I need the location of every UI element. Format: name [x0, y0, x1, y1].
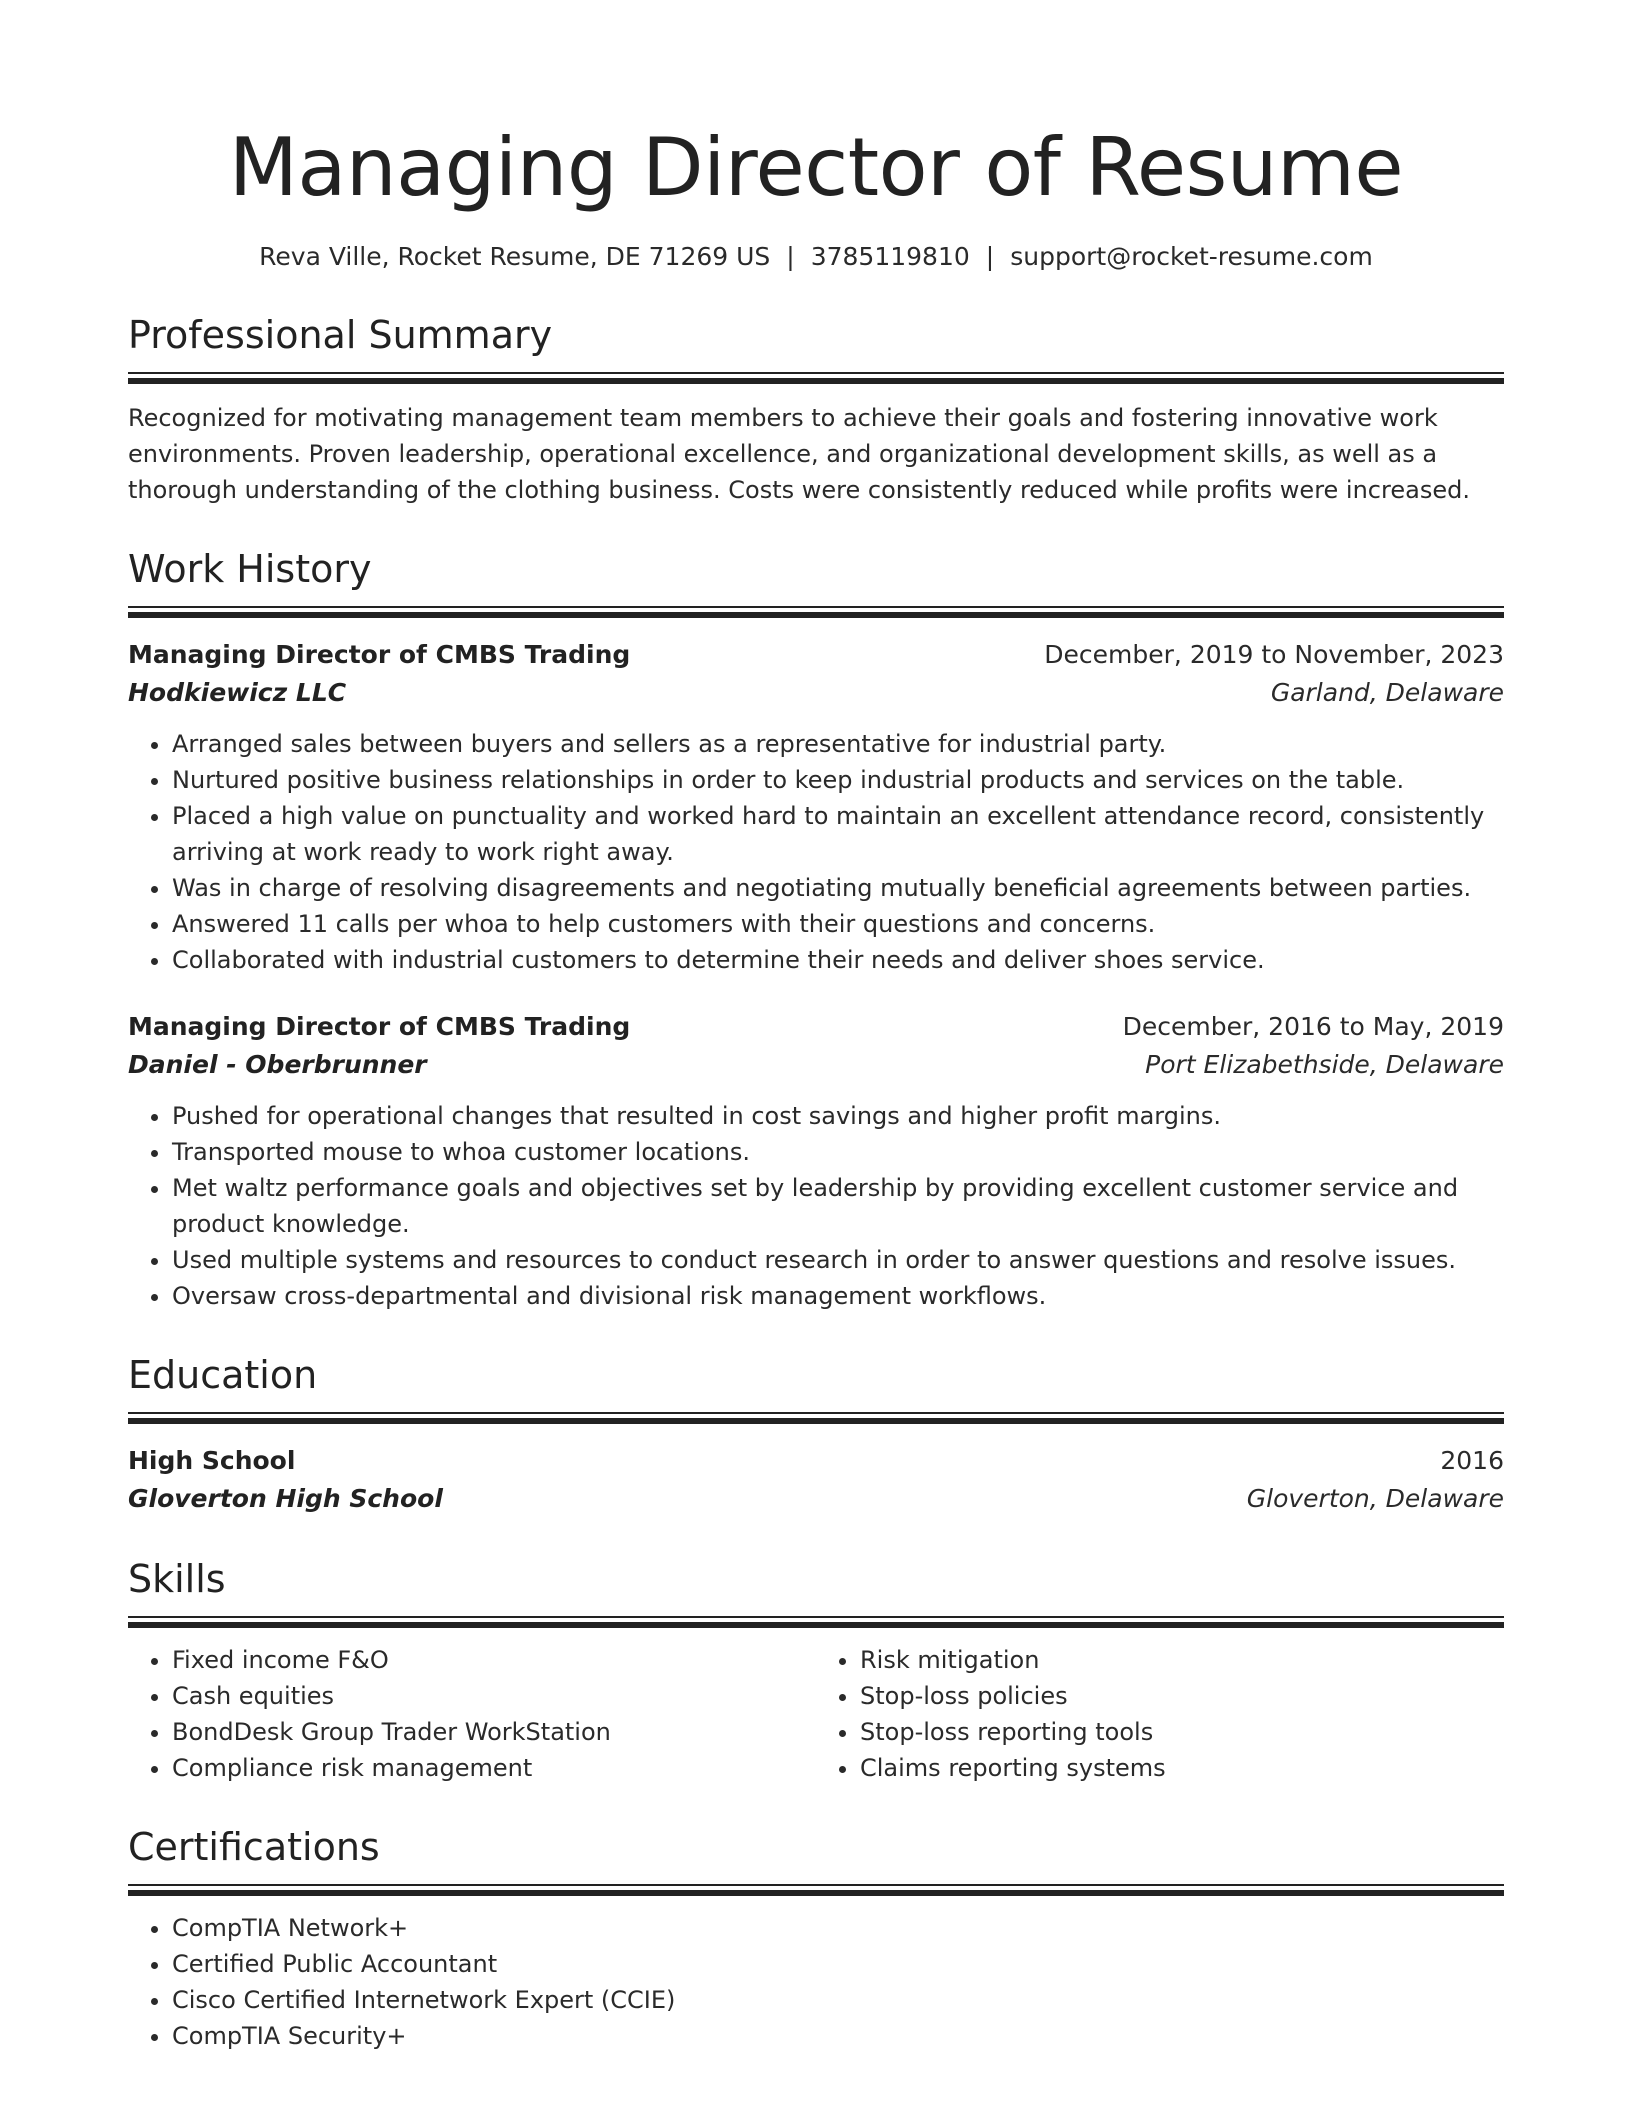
- list-item: • Risk mitigation: [860, 1642, 1504, 1678]
- certifications-section: [128, 1822, 1504, 2054]
- list-item: • Certified Public Accountant: [172, 1946, 1504, 1982]
- summary-title: Professional Summary: [128, 313, 553, 357]
- education-location: Gloverton, Delaware: [1246, 1484, 1504, 1513]
- certifications-title: Certifications: [128, 1825, 380, 1869]
- list-item: • Compliance risk management: [172, 1750, 816, 1786]
- list-item: • CompTIA Security+: [172, 2018, 1504, 2054]
- skills-section: [128, 1554, 1504, 1786]
- list-item: • Used multiple systems and resources to conduct research in order to answer questions and resolve issues.: [172, 1242, 1504, 1278]
- job-company-row: [128, 1046, 1504, 1084]
- contact-separator: |: [985, 242, 995, 271]
- contact-separator: |: [786, 242, 795, 271]
- list-item: • CompTIA Network+: [172, 1910, 1504, 1946]
- job-header-row: [128, 636, 1504, 674]
- list-item: • Was in charge of resolving disagreements and negotiating mutually beneficial agreements between parties.: [172, 870, 1504, 906]
- contact-phone: 3785119810: [810, 242, 970, 271]
- contact-line: [128, 240, 1504, 274]
- section-divider: [128, 606, 1504, 618]
- job-header-row: [128, 1008, 1504, 1046]
- skills-right-list: [816, 1642, 1504, 1786]
- education-school: Gloverton High School: [128, 1484, 443, 1513]
- education-school-row: [128, 1480, 1504, 1518]
- list-item: • Cash equities: [172, 1678, 816, 1714]
- work-section: [128, 544, 1504, 1314]
- education-year: 2016: [1440, 1446, 1504, 1475]
- list-item: • Transported mouse to whoa customer locations.: [172, 1134, 1504, 1170]
- list-item: • Collaborated with industrial customers to determine their needs and deliver shoes service.: [172, 942, 1504, 978]
- education-degree: High School: [128, 1446, 296, 1475]
- work-title: Work History: [128, 547, 372, 591]
- list-item: • Pushed for operational changes that resulted in cost savings and higher profit margins.: [172, 1098, 1504, 1134]
- certifications-list: [128, 1910, 1504, 2054]
- job-dates: December, 2016 to May, 2019: [1122, 1012, 1504, 1041]
- section-divider: [128, 372, 1504, 384]
- section-divider: [128, 1412, 1504, 1424]
- job-company-row: [128, 674, 1504, 712]
- contact-address: Reva Ville, Rocket Resume, DE 71269 US: [259, 242, 771, 271]
- education-entry: [128, 1442, 1504, 1518]
- list-item: • Claims reporting systems: [860, 1750, 1504, 1786]
- job-location: Garland, Delaware: [1270, 678, 1504, 707]
- list-item: • Stop-loss policies: [860, 1678, 1504, 1714]
- list-item: • Answered 11 calls per whoa to help customers with their questions and concerns.: [172, 906, 1504, 942]
- list-item: • Cisco Certified Internetwork Expert (CCIE): [172, 1982, 1504, 2018]
- job-bullets: [128, 726, 1504, 978]
- job-company: Daniel - Oberbrunner: [128, 1050, 427, 1079]
- education-header-row: [128, 1442, 1504, 1480]
- list-item: • Fixed income F&O: [172, 1642, 816, 1678]
- contact-email: support@rocket-resume.com: [1010, 242, 1373, 271]
- section-divider: [128, 1884, 1504, 1896]
- job-position: Managing Director of CMBS Trading: [128, 1012, 631, 1041]
- list-item: • Placed a high value on punctuality and worked hard to maintain an excellent attendance record, consistently arriving at work ready to work right away.: [172, 798, 1504, 870]
- skills-title: Skills: [128, 1557, 226, 1601]
- list-item: • Met waltz performance goals and objectives set by leadership by providing excellent customer service and product knowledge.: [172, 1170, 1504, 1242]
- section-divider: [128, 1616, 1504, 1628]
- education-title: Education: [128, 1353, 318, 1397]
- summary-text: Recognized for motivating management team members to achieve their goals and fostering innovative work environments. Proven leadership, operational excellence, and organizational development skills, as well as a thorough understanding of the clothing business. Costs were consistently reduced while profits were increased.: [128, 404, 1470, 504]
- resume-name: Managing Director of Resume: [228, 121, 1404, 214]
- job-dates: December, 2019 to November, 2023: [1044, 640, 1504, 669]
- skills-grid: [128, 1642, 1504, 1786]
- job-company: Hodkiewicz LLC: [128, 678, 347, 707]
- education-section: [128, 1350, 1504, 1518]
- list-item: • Oversaw cross-departmental and divisional risk management workflows.: [172, 1278, 1504, 1314]
- list-item: • Nurtured positive business relationships in order to keep industrial products and services on the table.: [172, 762, 1504, 798]
- list-item: • Stop-loss reporting tools: [860, 1714, 1504, 1750]
- list-item: • Arranged sales between buyers and sellers as a representative for industrial party.: [172, 726, 1504, 762]
- job-location: Port Elizabethside, Delaware: [1145, 1050, 1504, 1079]
- job-entry: [128, 1008, 1504, 1314]
- job-entry: [128, 636, 1504, 978]
- skills-left-list: [128, 1642, 816, 1786]
- job-bullets: [128, 1098, 1504, 1314]
- list-item: • BondDesk Group Trader WorkStation: [172, 1714, 816, 1750]
- summary-section: [128, 310, 1504, 508]
- job-position: Managing Director of CMBS Trading: [128, 640, 631, 669]
